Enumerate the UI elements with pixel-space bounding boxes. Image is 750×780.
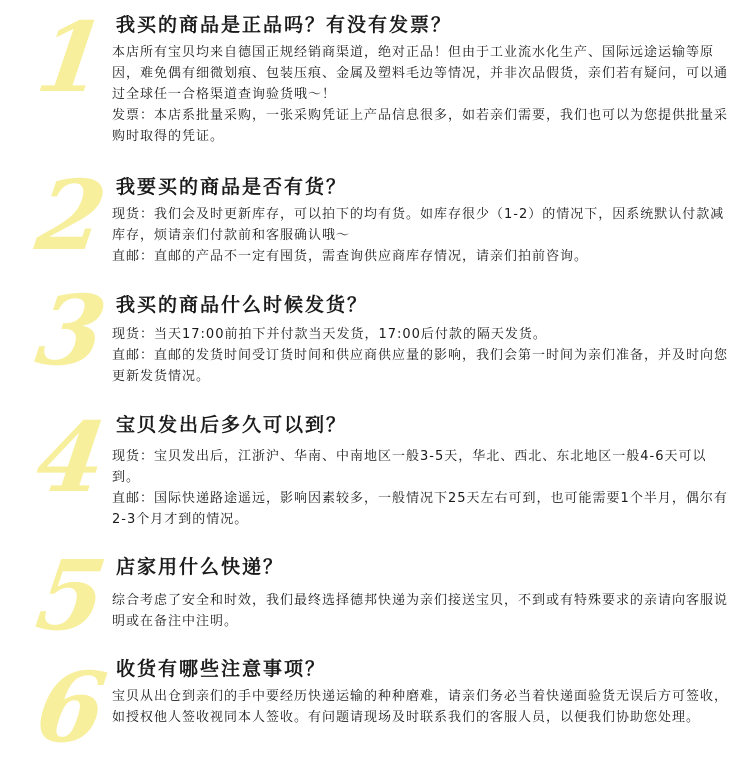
answer-2-para-2: 直邮：直邮的产品不一定有囤货，需查询供应商库存情况，请亲们拍前咨询。	[112, 249, 589, 264]
answer-1-para-1: 本店所有宝贝均来自德国正规经销商渠道，绝对正品！但由于工业流水化生产、国际远途运输等原因，难免偶有细微划痕、包装压痕、金属及塑料毛边等情况，并非次品假货，亲们若有疑问，可以通过全球任一合格渠道查询验货哦～！	[112, 45, 729, 102]
answer-2-para-1: 现货：我们会及时更新库存，可以拍下的均有货。如库存很少（1-2）的情况下，因系统默认付款减库存，烦请亲们付款前和客服确认哦～	[112, 207, 725, 243]
answer-1	[112, 42, 728, 147]
answer-4-para-1: 现货：宝贝发出后，江浙沪、华南、中南地区一般3-5天，华北、西北、东北地区一般4-6天可以到。	[112, 449, 707, 485]
answer-3	[112, 324, 728, 387]
number-5: 5	[30, 539, 111, 652]
answer-5	[112, 590, 728, 632]
number-3: 3	[30, 274, 111, 387]
question-5: 店家用什么快递？	[116, 556, 285, 578]
question-2: 我要买的商品是否有货？	[116, 176, 348, 198]
answer-4	[112, 446, 728, 530]
question-6: 收货有哪些注意事项？	[116, 658, 327, 680]
answer-3-para-2: 直邮：直邮的发货时间受订货时间和供应商供应量的影响，我们会第一时间为亲们准备，并及时向您更新发货情况。	[112, 348, 729, 384]
answer-2	[112, 204, 728, 267]
answer-1-para-2: 发票：本店系批量采购，一张采购凭证上产品信息很多，如若亲们需要，我们也可以为您提供批量采购时取得的凭证。	[112, 108, 729, 144]
question-4: 宝贝发出后多久可以到？	[116, 414, 348, 436]
answer-6	[112, 686, 728, 728]
number-1: 1	[30, 1, 111, 114]
number-6: 6	[30, 651, 111, 764]
answer-3-para-1: 现货：当天17:00前拍下并付款当天发货，17:00后付款的隔天发货。	[112, 327, 547, 342]
question-3: 我买的商品什么时候发货？	[116, 294, 369, 316]
answer-6-para-1: 宝贝从出仓到亲们的手中要经历快递运输的种种磨难，请亲们务必当着快递面验货无误后方可签收，如授权他人签收视同本人签收。有问题请现场及时联系我们的客服人员，以便我们协助您处理。	[112, 689, 729, 725]
number-4: 4	[30, 401, 111, 514]
question-1: 我买的商品是正品吗？有没有发票？	[116, 14, 453, 36]
answer-4-para-2: 直邮：国际快递路途遥远，影响因素较多，一般情况下25天左右可到，也可能需要1个半月，偶尔有2-3个月才到的情况。	[112, 491, 728, 527]
answer-5-para-1: 综合考虑了安全和时效，我们最终选择德邦快递为亲们接送宝贝，不到或有特殊要求的亲请向客服说明或在备注中注明。	[112, 593, 729, 629]
number-2: 2	[30, 159, 111, 272]
